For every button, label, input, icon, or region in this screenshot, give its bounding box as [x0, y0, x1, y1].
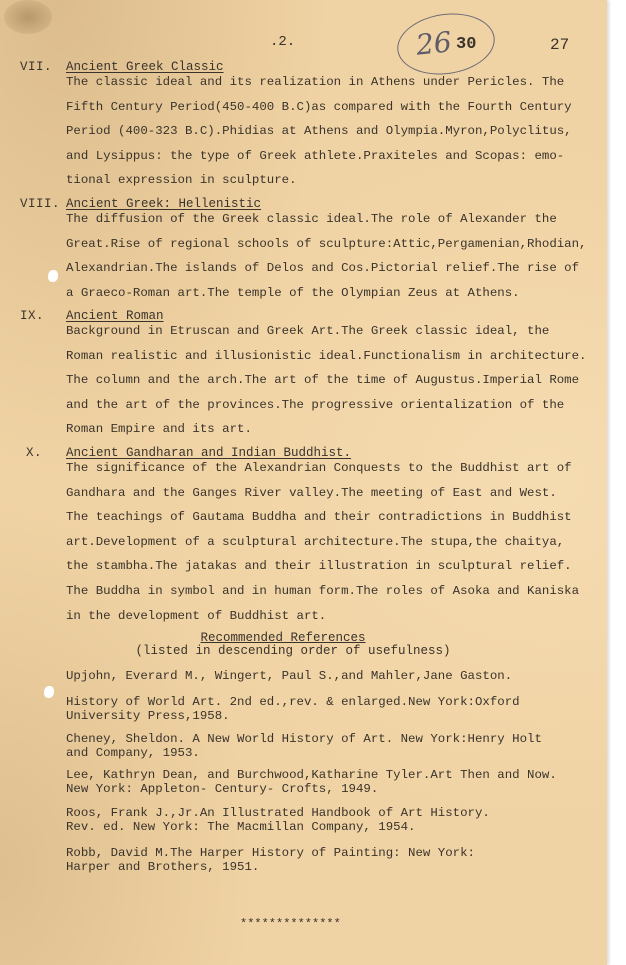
text-line: Background in Etruscan and Greek Art.The Greek classic ideal, the — [66, 324, 550, 338]
reference-entry — [66, 846, 576, 874]
text-line: a Graeco-Roman art.The temple of the Olympian Zeus at Athens. — [66, 285, 520, 300]
section-paragraph — [66, 456, 596, 628]
reference-entry — [66, 768, 576, 796]
reference-line: Harper and Brothers, 1951. — [66, 860, 260, 874]
reference-line: and Company, 1953. — [66, 746, 200, 760]
section-numeral: VII. — [20, 60, 53, 74]
text-line: the stambha.The jatakas and their illustration in sculptural relief. — [66, 559, 572, 574]
reference-line: New York: Appleton- Century- Crofts, 1949. — [66, 782, 379, 796]
reference-entry — [66, 669, 576, 723]
reference-line — [66, 683, 576, 695]
reference-entry — [66, 732, 576, 760]
text-line: The diffusion of the Greek classic ideal.The role of Alexander the — [66, 212, 557, 226]
text-line: Roman realistic and illusionistic ideal.Functionalism in architecture. — [66, 348, 587, 363]
reference-line: University Press,1958. — [66, 709, 230, 723]
punch-hole — [48, 270, 58, 282]
text-line: and Lysippus: the type of Greek athlete.Praxiteles and Scopas: emo- — [66, 148, 565, 163]
text-line: Great.Rise of regional schools of sculpture:Attic,Pergamenian,Rhodian, — [66, 236, 587, 251]
text-line: tional expression in sculpture. — [66, 173, 297, 188]
section-title: Ancient Gandharan and Indian Buddhist. — [66, 446, 352, 460]
reference-line: Roos, Frank J.,Jr.An Illustrated Handbook of Art History. — [66, 806, 490, 820]
references-subheading: (listed in descending order of usefulness) — [135, 644, 451, 658]
section-paragraph — [66, 319, 596, 442]
page-number-bold: 30 — [456, 35, 477, 54]
paper-stain — [4, 0, 52, 34]
reference-line: Cheney, Sheldon. A New World History of Art. New York:Henry Holt — [66, 732, 542, 746]
page-number-right: 27 — [550, 36, 570, 54]
reference-line: Lee, Kathryn Dean, and Burchwood,Katharine Tyler.Art Then and Now. — [66, 768, 557, 782]
text-line: The Buddha in symbol and in human form.The roles of Asoka and Kaniska — [66, 583, 580, 598]
text-line: The teachings of Gautama Buddha and their contradictions in Buddhist — [66, 510, 572, 525]
text-line: Gandhara and the Ganges River valley.The meeting of East and West. — [66, 485, 557, 500]
text-line: Period (400-323 B.C).Phidias at Athens and Olympia.Myron,Polyclitus, — [66, 124, 572, 139]
text-line: Fifth Century Period(450-400 B.C)as compared with the Fourth Century — [66, 99, 572, 114]
text-line: and the art of the provinces.The progressive orientalization of the — [66, 397, 565, 412]
page-number-small: .2. — [270, 34, 296, 50]
section-numeral: IX. — [20, 309, 45, 323]
reference-line: History of World Art. 2nd ed.,rev. & enlarged.New York:Oxford — [66, 695, 520, 709]
text-line: The significance of the Alexandrian Conquests to the Buddhist art of — [66, 461, 572, 475]
section-title: Ancient Greek Classic — [66, 60, 224, 74]
reference-line: Upjohn, Everard M., Wingert, Paul S.,and Mahler,Jane Gaston. — [66, 669, 513, 683]
section-numeral: X. — [26, 446, 43, 460]
footer-asterisk-line: ************** — [240, 917, 341, 931]
handwritten-page-number: 26 — [414, 25, 454, 62]
text-line: in the development of Buddhist art. — [66, 608, 327, 623]
reference-line: Rev. ed. New York: The Macmillan Company, 1954. — [66, 820, 416, 834]
section-paragraph — [66, 207, 596, 305]
section-title: Ancient Greek: Hellenistic — [66, 197, 262, 211]
text-line: The column and the arch.The art of the time of Augustus.Imperial Rome — [66, 373, 580, 388]
reference-entry — [66, 806, 576, 834]
text-line: The classic ideal and its realization in Athens under Pericles. The — [66, 75, 565, 89]
section-title: Ancient Roman — [66, 309, 164, 323]
text-line: Alexandrian.The islands of Delos and Cos.Pictorial relief.The rise of — [66, 261, 580, 276]
text-line: Roman Empire and its art. — [66, 422, 252, 437]
punch-hole — [44, 686, 54, 698]
references-heading: Recommended References — [200, 631, 366, 645]
reference-line: Robb, David M.The Harper History of Painting: New York: — [66, 846, 475, 860]
text-line: art.Development of a sculptural architecture.The stupa,the chaitya, — [66, 534, 565, 549]
section-numeral: VIII. — [20, 197, 61, 211]
section-paragraph — [66, 70, 596, 193]
